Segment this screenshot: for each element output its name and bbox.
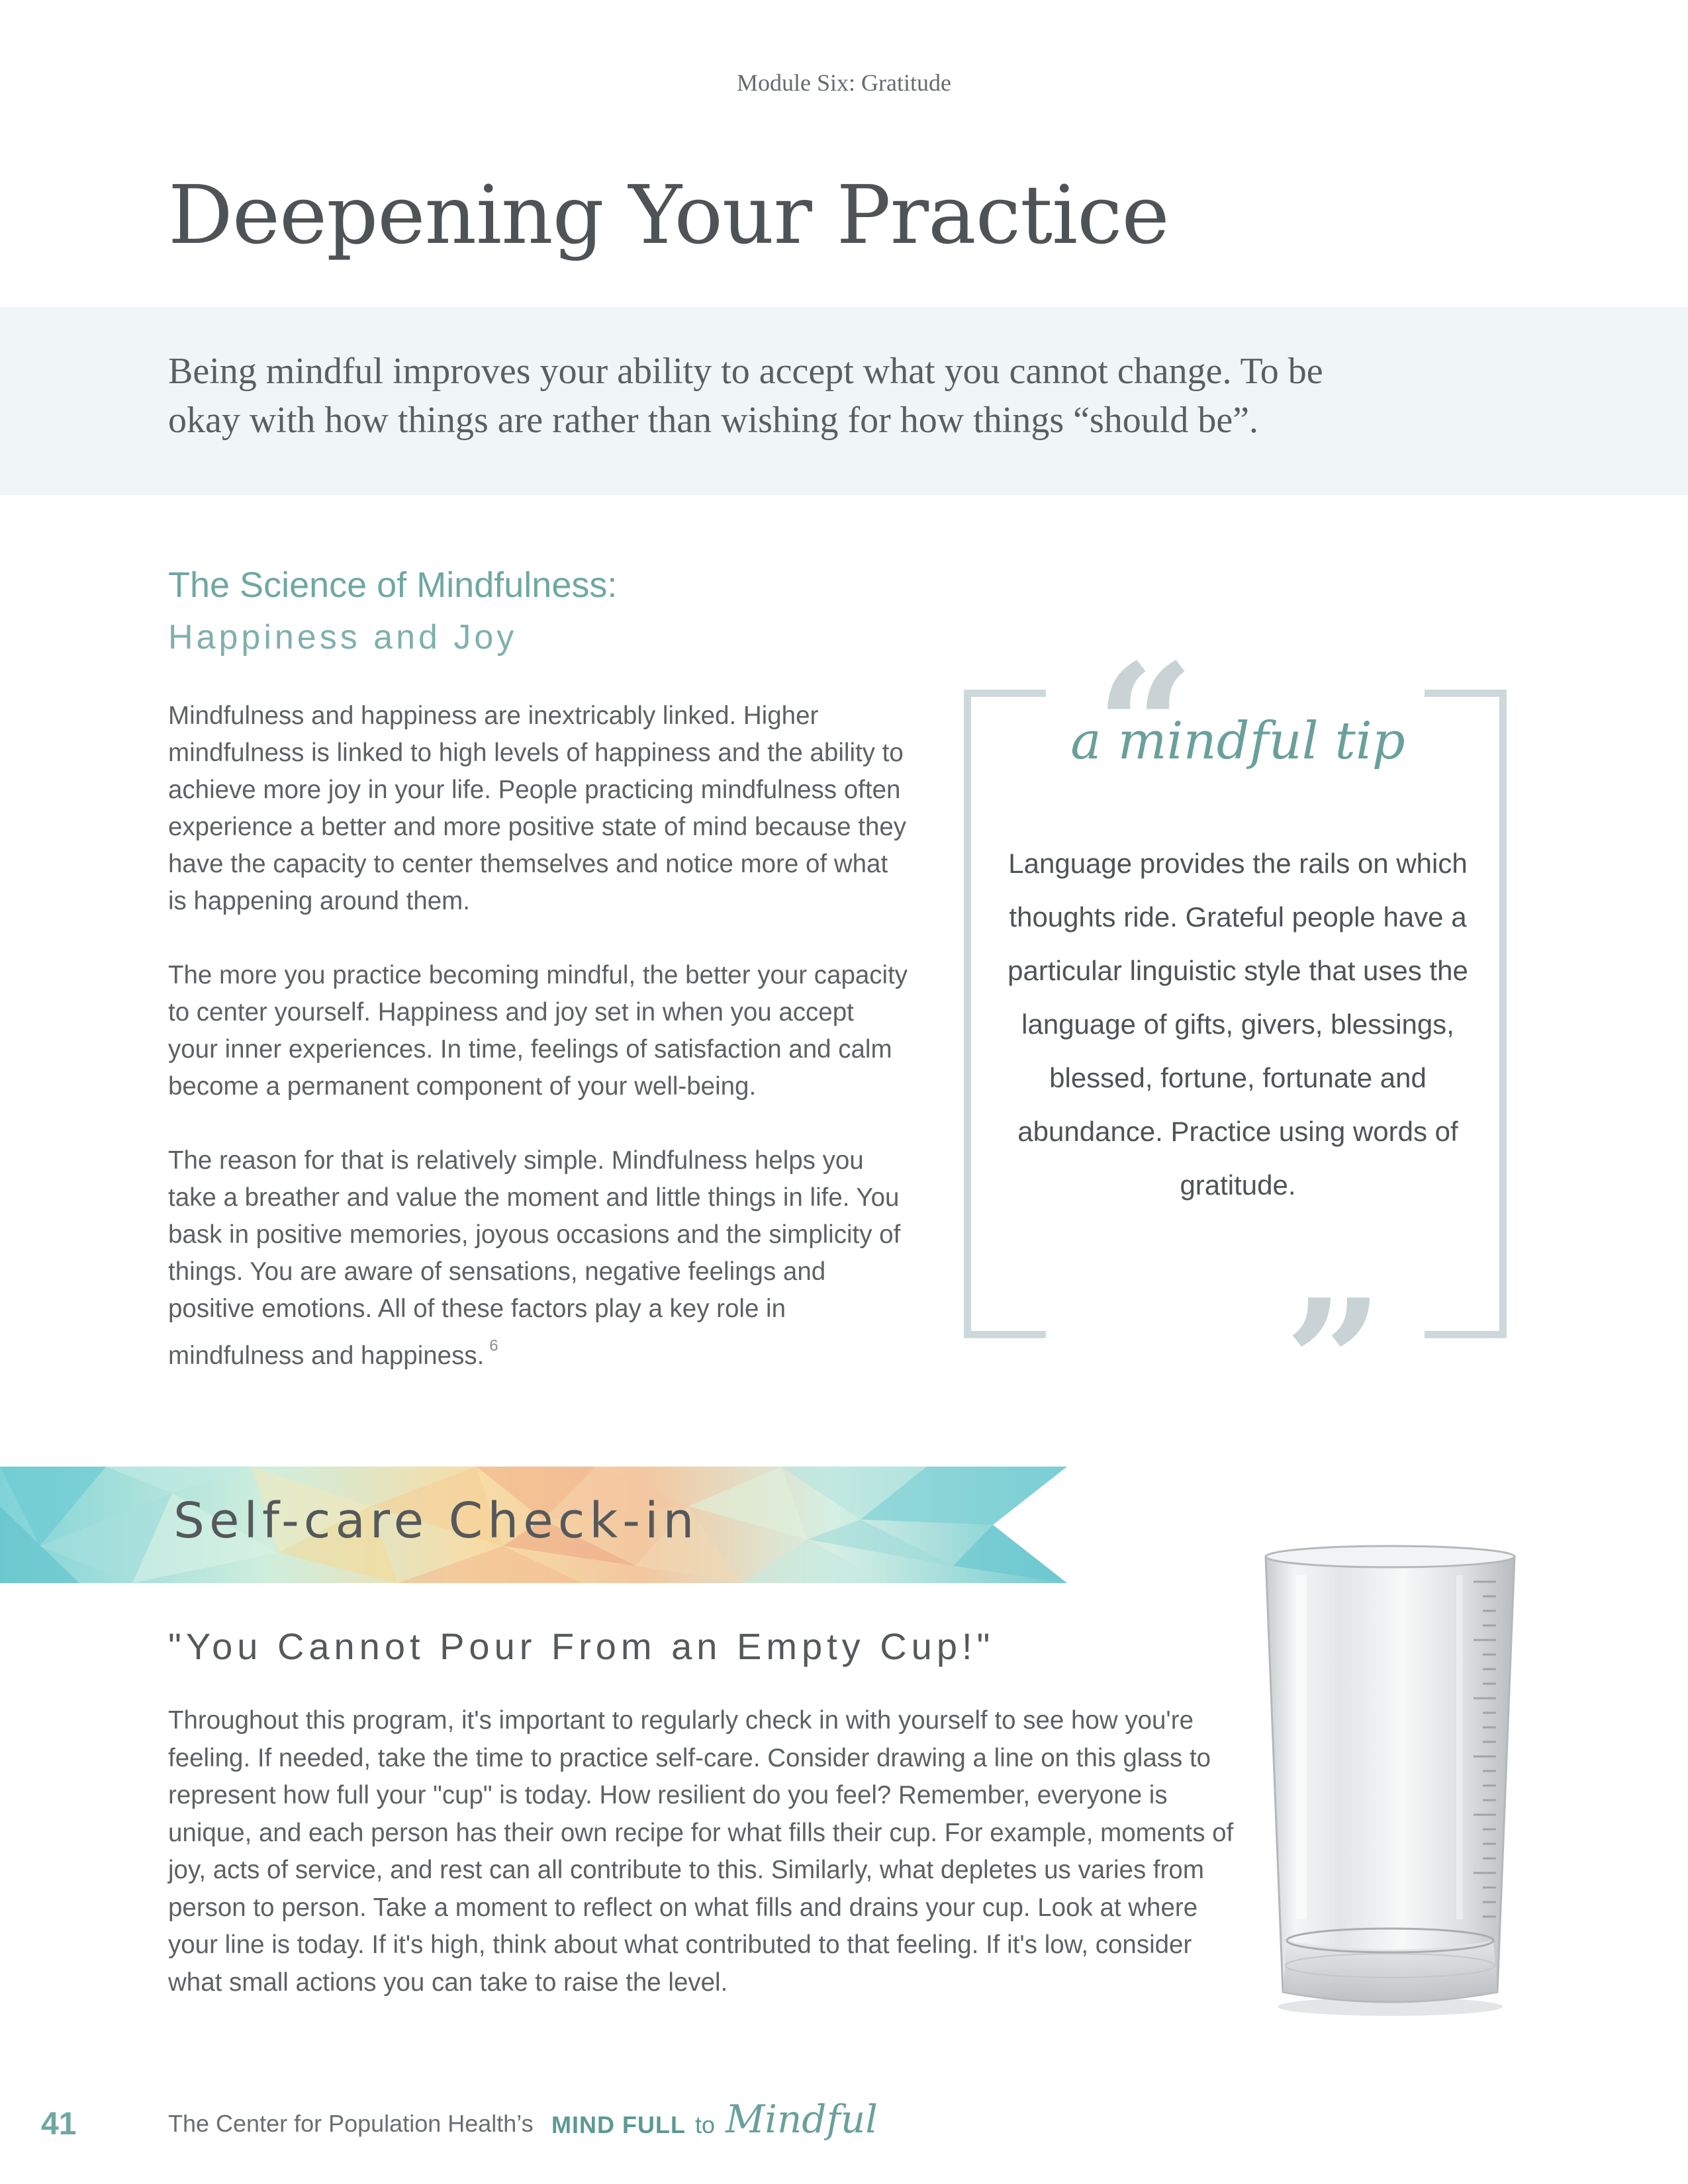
footer-brand-to: to (695, 2111, 716, 2138)
science-paragraph-3 (168, 1142, 910, 1375)
measuring-glass-illustration (1258, 1535, 1523, 2025)
intro-line-2: okay with how things are rather than wishing for how things “should be”. (168, 400, 1259, 441)
selfcare-banner-title: Self-care Check-in (173, 1492, 699, 1549)
footnote-marker: 6 (489, 1337, 498, 1355)
science-paragraph-2: The more you practice becoming mindful, the better your capacity to center yourself. Happiness and joy set in when you accept your inner experiences. In time, feelings of satisfaction and calm become a permanent component of your well-being. (168, 961, 908, 1101)
close-quote-icon: ” (1284, 1262, 1383, 1464)
open-quote-icon: “ (1096, 627, 1195, 829)
science-subheading: Happiness and Joy (168, 618, 518, 657)
selfcare-body: Throughout this program, it's important to regularly check in with yourself to see how you're feeling. If needed, take the time to practice self-care. Consider drawing a line on this glass to represent how full your "cup" is today. How resilient do you feel? Remember, everyone is unique, and each person has their own recipe for what fills their cup. For example, moments of joy, acts of service, and rest can all contribute to this. Similarly, what depletes us varies from person to person. Take a moment to reflect on what fills and drains your cup. Look at where your line is today. If it's high, think about what contributed to that feeling. If it's low, consider what small actions you can take to raise the level. (168, 1706, 1234, 1997)
footer-brand-mindfull: MIND FULL (551, 2111, 686, 2138)
page-number: 41 (41, 2107, 77, 2142)
footer-brand-mindful-script: Mindful (726, 2097, 878, 2142)
glass-icon (1258, 1535, 1523, 2025)
module-label: Module Six: Gratitude (737, 69, 951, 96)
empty-cup-heading: "You Cannot Pour From an Empty Cup!" (168, 1625, 995, 1667)
footer-org-name: The Center for Population Health’s (168, 2110, 534, 2137)
science-heading: The Science of Mindfulness: (168, 565, 618, 605)
science-body (168, 698, 910, 1412)
tip-script-title: a mindful tip (1070, 711, 1405, 771)
intro-line-1: Being mindful improves your ability to accept what you cannot change. To be (168, 351, 1323, 392)
science-paragraph-1: Mindfulness and happiness are inextricably linked. Higher mindfulness is linked to high levels of happiness and the ability to achieve more joy in your life. People practicing mindfulness often experience a better and more positive state of mind because they have the capacity to center themselves and notice more of what is happening around them. (168, 702, 907, 915)
science-paragraph-3-text: The reason for that is relatively simple. Mindfulness helps you take a breather and value the moment and little things in life. You bask in positive memories, joyous occasions and the simplicity of things. You are aware of sensations, negative feelings and positive emotions. All of these factors play a key role in mindfulness and happiness. (168, 1146, 901, 1370)
tip-text: Language provides the rails on which thoughts ride. Grateful people have a particular linguistic style that uses the language of gifts, givers, blessings, blessed, fortune, fortunate and abundance. Practice using words of gratitude. (1008, 848, 1468, 1201)
intro-text (168, 347, 1492, 445)
page-title: Deepening Your Practice (168, 168, 1169, 262)
